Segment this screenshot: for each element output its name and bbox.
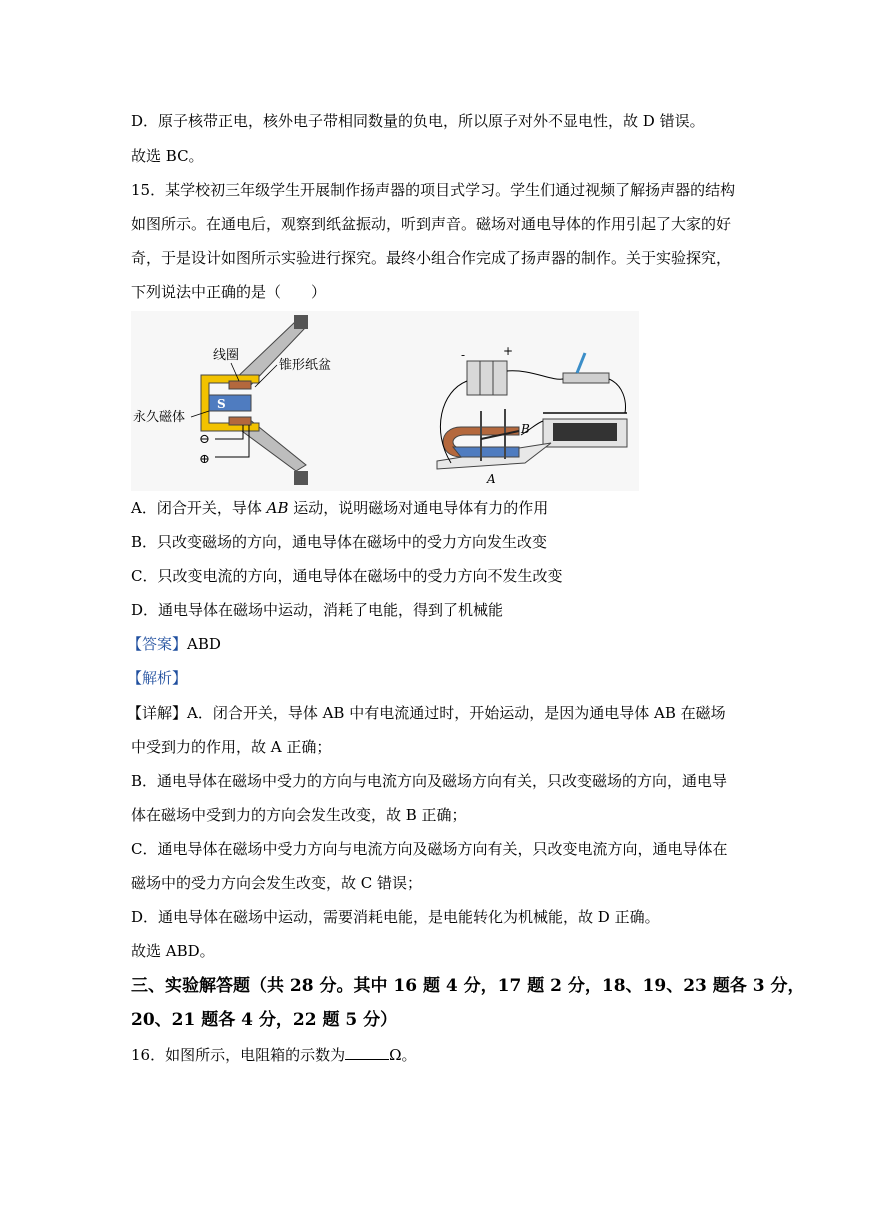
coil-label: 线圈 bbox=[213, 348, 240, 363]
detail-text: 【详解】A．闭合开关，导体 AB 中有电流通过时，开始运动，是因为通电导体 AB 在磁场 bbox=[127, 704, 726, 722]
question-15-text: 如图所示。在通电后，观察到纸盆振动，听到声音。磁场对通电导体的作用引起了大家的好 bbox=[131, 215, 732, 233]
label-a: A bbox=[487, 472, 496, 486]
detail-text: C．通电导体在磁场中受力方向与电流方向及磁场方向有关，只改变电流方向，通电导体在 bbox=[131, 840, 728, 858]
text-line: D．原子核带正电，核外电子带相同数量的负电，所以原子对外不显电性，故 D 错误。 bbox=[131, 112, 705, 130]
question-15-text: 下列说法中正确的是（ ） bbox=[131, 283, 327, 301]
answer-value: ABD bbox=[187, 635, 221, 653]
battery-plus: + bbox=[503, 344, 514, 358]
analysis-tag: 【解析】 bbox=[127, 669, 188, 687]
s-pole-label: S bbox=[217, 397, 226, 411]
detail-text: 中受到力的作用，故 A 正确； bbox=[131, 738, 332, 756]
magnet-label: 永久磁体 bbox=[133, 410, 186, 425]
question-15-text: 15．某学校初三年级学生开展制作扬声器的项目式学习。学生们通过视频了解扬声器的结构 bbox=[131, 181, 736, 199]
cone-label: 锥形纸盆 bbox=[279, 358, 332, 373]
section-heading: 20、21 题各 4 分，22 题 5 分） bbox=[131, 1010, 398, 1030]
answer-tag: 【答案】 bbox=[127, 635, 188, 653]
question-16: 16．如图所示，电阻箱的示数为 Ω。 bbox=[131, 1046, 417, 1064]
answer-blank bbox=[345, 1045, 389, 1060]
detail-text: 故选 ABD。 bbox=[131, 942, 215, 960]
option-b: B．只改变磁场的方向，通电导体在磁场中的受力方向发生改变 bbox=[131, 533, 548, 551]
answer-line bbox=[127, 634, 221, 654]
speaker-experiment-figure bbox=[131, 311, 639, 491]
text-line: 故选 BC。 bbox=[131, 147, 204, 165]
plus-terminal: ⊕ bbox=[199, 452, 210, 467]
detail-text: 体在磁场中受到力的方向会发生改变，故 B 正确； bbox=[131, 806, 467, 824]
option-c: C．只改变电流的方向，通电导体在磁场中的受力方向不发生改变 bbox=[131, 567, 563, 585]
section-heading: 三、实验解答题（共 28 分。其中 16 题 4 分，17 题 2 分，18、19、23 题各 3 分， bbox=[131, 976, 805, 996]
question-15-text: 奇，于是设计如图所示实验进行探究。最终小组合作完成了扬声器的制作。关于实验探究， bbox=[131, 249, 732, 267]
battery-minus: - bbox=[461, 348, 466, 362]
minus-terminal: ⊖ bbox=[199, 432, 210, 447]
label-b: B bbox=[521, 422, 530, 436]
detail-text: B．通电导体在磁场中受力的方向与电流方向及磁场方向有关，只改变磁场的方向，通电导 bbox=[131, 772, 728, 790]
detail-text: D．通电导体在磁场中运动，需要消耗电能，是电能转化为机械能，故 D 正确。 bbox=[131, 908, 660, 926]
option-a: A．闭合开关，导体 AB 运动，说明磁场对通电导体有力的作用 bbox=[131, 499, 549, 517]
option-d: D．通电导体在磁场中运动，消耗了电能，得到了机械能 bbox=[131, 601, 504, 619]
detail-text: 磁场中的受力方向会发生改变，故 C 错误； bbox=[131, 874, 423, 892]
